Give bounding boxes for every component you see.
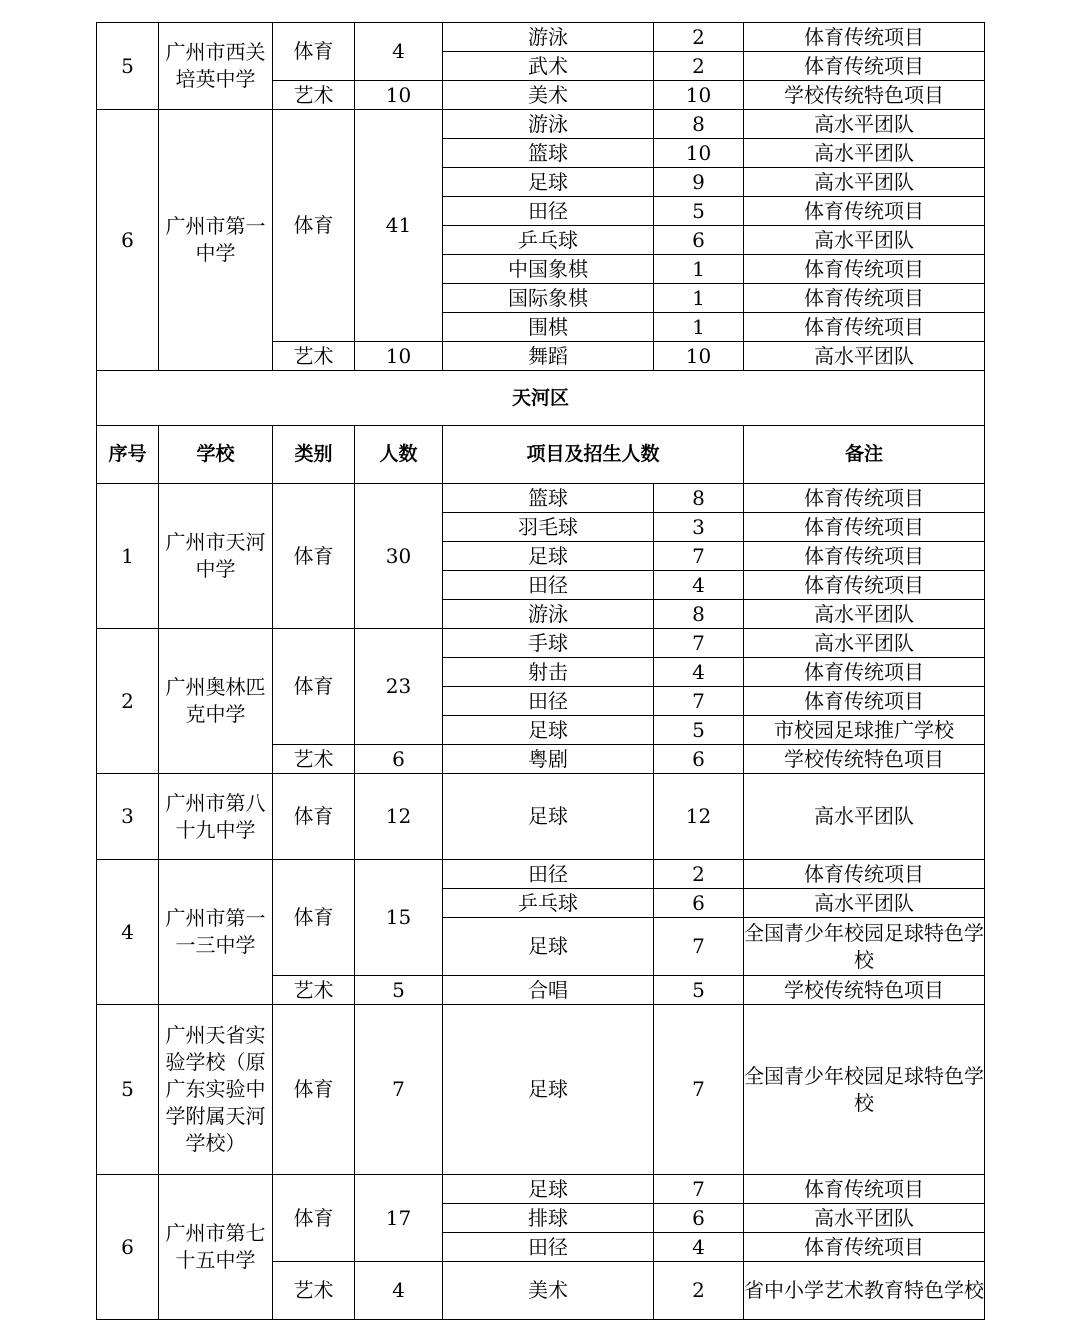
note-cell: 体育传统项目 bbox=[744, 313, 985, 342]
school-name: 广州市第八十九中学 bbox=[159, 774, 273, 860]
project-num-cell: 8 bbox=[654, 484, 744, 513]
project-cell: 足球 bbox=[443, 168, 654, 197]
school-seq: 2 bbox=[97, 629, 159, 774]
project-num-cell: 2 bbox=[654, 52, 744, 81]
project-cell: 足球 bbox=[443, 1175, 654, 1204]
note-cell: 省中小学艺术教育特色学校 bbox=[744, 1262, 985, 1320]
note-cell: 高水平团队 bbox=[744, 600, 985, 629]
project-num-cell: 7 bbox=[654, 629, 744, 658]
note-cell: 体育传统项目 bbox=[744, 52, 985, 81]
project-cell: 中国象棋 bbox=[443, 255, 654, 284]
school-name: 广州市第七十五中学 bbox=[159, 1175, 273, 1320]
header-row bbox=[97, 426, 985, 484]
school-name: 广州奥林匹克中学 bbox=[159, 629, 273, 774]
project-cell: 篮球 bbox=[443, 139, 654, 168]
header-count: 人数 bbox=[355, 426, 443, 484]
category-cell: 体育 bbox=[273, 484, 355, 629]
note-cell: 高水平团队 bbox=[744, 110, 985, 139]
school-seq: 5 bbox=[97, 23, 159, 110]
note-cell: 体育传统项目 bbox=[744, 860, 985, 889]
district-title-row bbox=[97, 371, 985, 426]
school-seq: 1 bbox=[97, 484, 159, 629]
project-cell: 游泳 bbox=[443, 23, 654, 52]
count-cell: 23 bbox=[355, 629, 443, 745]
enrollment-table bbox=[96, 22, 985, 1320]
header-seq: 序号 bbox=[97, 426, 159, 484]
project-num-cell: 7 bbox=[654, 1175, 744, 1204]
note-cell: 体育传统项目 bbox=[744, 197, 985, 226]
table-row bbox=[97, 23, 985, 52]
table-row bbox=[97, 774, 985, 860]
table-row bbox=[97, 860, 985, 889]
note-cell: 体育传统项目 bbox=[744, 687, 985, 716]
category-cell: 艺术 bbox=[273, 342, 355, 371]
header-school: 学校 bbox=[159, 426, 273, 484]
project-num-cell: 1 bbox=[654, 255, 744, 284]
project-num-cell: 6 bbox=[654, 889, 744, 918]
school-seq: 5 bbox=[97, 1005, 159, 1175]
count-cell: 4 bbox=[355, 1262, 443, 1320]
note-cell: 高水平团队 bbox=[744, 629, 985, 658]
project-num-cell: 3 bbox=[654, 513, 744, 542]
category-cell: 体育 bbox=[273, 774, 355, 860]
note-cell: 体育传统项目 bbox=[744, 1175, 985, 1204]
project-num-cell: 7 bbox=[654, 687, 744, 716]
project-num-cell: 1 bbox=[654, 284, 744, 313]
project-cell: 粤剧 bbox=[443, 745, 654, 774]
project-num-cell: 2 bbox=[654, 23, 744, 52]
school-name: 广州天省实验学校（原广东实验中学附属天河学校） bbox=[159, 1005, 273, 1175]
project-num-cell: 12 bbox=[654, 774, 744, 860]
category-cell: 体育 bbox=[273, 1175, 355, 1262]
project-cell: 篮球 bbox=[443, 484, 654, 513]
count-cell: 10 bbox=[355, 342, 443, 371]
category-cell: 体育 bbox=[273, 860, 355, 976]
count-cell: 5 bbox=[355, 976, 443, 1005]
project-num-cell: 10 bbox=[654, 139, 744, 168]
count-cell: 7 bbox=[355, 1005, 443, 1175]
note-cell: 学校传统特色项目 bbox=[744, 81, 985, 110]
note-cell: 学校传统特色项目 bbox=[744, 976, 985, 1005]
project-num-cell: 4 bbox=[654, 658, 744, 687]
note-cell: 学校传统特色项目 bbox=[744, 745, 985, 774]
project-num-cell: 10 bbox=[654, 342, 744, 371]
header-category: 类别 bbox=[273, 426, 355, 484]
category-cell: 体育 bbox=[273, 1005, 355, 1175]
count-cell: 17 bbox=[355, 1175, 443, 1262]
school-name: 广州市第一一三中学 bbox=[159, 860, 273, 1005]
count-cell: 10 bbox=[355, 81, 443, 110]
district-section-body bbox=[97, 484, 985, 1320]
project-cell: 田径 bbox=[443, 687, 654, 716]
note-cell: 体育传统项目 bbox=[744, 571, 985, 600]
table-row bbox=[97, 1005, 985, 1175]
project-cell: 围棋 bbox=[443, 313, 654, 342]
project-cell: 排球 bbox=[443, 1204, 654, 1233]
project-num-cell: 5 bbox=[654, 197, 744, 226]
project-num-cell: 4 bbox=[654, 571, 744, 600]
category-cell: 艺术 bbox=[273, 745, 355, 774]
note-cell: 体育传统项目 bbox=[744, 513, 985, 542]
table-row bbox=[97, 629, 985, 658]
category-cell: 体育 bbox=[273, 110, 355, 342]
project-cell: 武术 bbox=[443, 52, 654, 81]
project-cell: 足球 bbox=[443, 918, 654, 976]
project-num-cell: 1 bbox=[654, 313, 744, 342]
count-cell: 41 bbox=[355, 110, 443, 342]
note-cell: 高水平团队 bbox=[744, 139, 985, 168]
project-num-cell: 10 bbox=[654, 81, 744, 110]
school-seq: 6 bbox=[97, 1175, 159, 1320]
header-note: 备注 bbox=[744, 426, 985, 484]
header-project: 项目及招生人数 bbox=[443, 426, 744, 484]
project-num-cell: 6 bbox=[654, 226, 744, 255]
category-cell: 艺术 bbox=[273, 1262, 355, 1320]
project-num-cell: 6 bbox=[654, 745, 744, 774]
project-cell: 舞蹈 bbox=[443, 342, 654, 371]
category-cell: 体育 bbox=[273, 23, 355, 81]
count-cell: 4 bbox=[355, 23, 443, 81]
note-cell: 高水平团队 bbox=[744, 168, 985, 197]
school-name: 广州市第一中学 bbox=[159, 110, 273, 371]
project-num-cell: 2 bbox=[654, 860, 744, 889]
count-cell: 30 bbox=[355, 484, 443, 629]
table-row bbox=[97, 110, 985, 139]
project-num-cell: 7 bbox=[654, 918, 744, 976]
project-num-cell: 6 bbox=[654, 1204, 744, 1233]
category-cell: 体育 bbox=[273, 629, 355, 745]
note-cell: 体育传统项目 bbox=[744, 255, 985, 284]
project-cell: 足球 bbox=[443, 1005, 654, 1175]
project-cell: 足球 bbox=[443, 542, 654, 571]
school-seq: 6 bbox=[97, 110, 159, 371]
project-cell: 合唱 bbox=[443, 976, 654, 1005]
project-cell: 乒乓球 bbox=[443, 889, 654, 918]
project-num-cell: 2 bbox=[654, 1262, 744, 1320]
category-cell: 艺术 bbox=[273, 976, 355, 1005]
project-num-cell: 8 bbox=[654, 600, 744, 629]
count-cell: 15 bbox=[355, 860, 443, 976]
note-cell: 高水平团队 bbox=[744, 342, 985, 371]
project-cell: 田径 bbox=[443, 571, 654, 600]
project-num-cell: 7 bbox=[654, 1005, 744, 1175]
category-cell: 艺术 bbox=[273, 81, 355, 110]
project-cell: 游泳 bbox=[443, 110, 654, 139]
note-cell: 高水平团队 bbox=[744, 774, 985, 860]
project-cell: 射击 bbox=[443, 658, 654, 687]
project-cell: 田径 bbox=[443, 1233, 654, 1262]
project-num-cell: 5 bbox=[654, 716, 744, 745]
note-cell: 全国青少年校园足球特色学校 bbox=[744, 1005, 985, 1175]
project-cell: 乒乓球 bbox=[443, 226, 654, 255]
project-num-cell: 8 bbox=[654, 110, 744, 139]
district-title: 天河区 bbox=[97, 371, 985, 426]
project-cell: 足球 bbox=[443, 774, 654, 860]
project-cell: 游泳 bbox=[443, 600, 654, 629]
project-cell: 手球 bbox=[443, 629, 654, 658]
note-cell: 全国青少年校园足球特色学校 bbox=[744, 918, 985, 976]
note-cell: 高水平团队 bbox=[744, 889, 985, 918]
note-cell: 高水平团队 bbox=[744, 226, 985, 255]
note-cell: 体育传统项目 bbox=[744, 23, 985, 52]
project-cell: 美术 bbox=[443, 81, 654, 110]
project-num-cell: 7 bbox=[654, 542, 744, 571]
school-name: 广州市西关培英中学 bbox=[159, 23, 273, 110]
note-cell: 体育传统项目 bbox=[744, 484, 985, 513]
note-cell: 市校园足球推广学校 bbox=[744, 716, 985, 745]
note-cell: 体育传统项目 bbox=[744, 284, 985, 313]
project-num-cell: 4 bbox=[654, 1233, 744, 1262]
project-cell: 田径 bbox=[443, 860, 654, 889]
table-row bbox=[97, 1175, 985, 1204]
project-num-cell: 9 bbox=[654, 168, 744, 197]
school-seq: 3 bbox=[97, 774, 159, 860]
note-cell: 体育传统项目 bbox=[744, 542, 985, 571]
count-cell: 12 bbox=[355, 774, 443, 860]
upper-section-body bbox=[97, 23, 985, 371]
project-cell: 田径 bbox=[443, 197, 654, 226]
school-name: 广州市天河中学 bbox=[159, 484, 273, 629]
note-cell: 体育传统项目 bbox=[744, 658, 985, 687]
project-cell: 国际象棋 bbox=[443, 284, 654, 313]
note-cell: 高水平团队 bbox=[744, 1204, 985, 1233]
school-seq: 4 bbox=[97, 860, 159, 1005]
project-num-cell: 5 bbox=[654, 976, 744, 1005]
project-cell: 足球 bbox=[443, 716, 654, 745]
table-row bbox=[97, 484, 985, 513]
project-cell: 羽毛球 bbox=[443, 513, 654, 542]
district-section bbox=[97, 371, 985, 484]
note-cell: 体育传统项目 bbox=[744, 1233, 985, 1262]
count-cell: 6 bbox=[355, 745, 443, 774]
project-cell: 美术 bbox=[443, 1262, 654, 1320]
